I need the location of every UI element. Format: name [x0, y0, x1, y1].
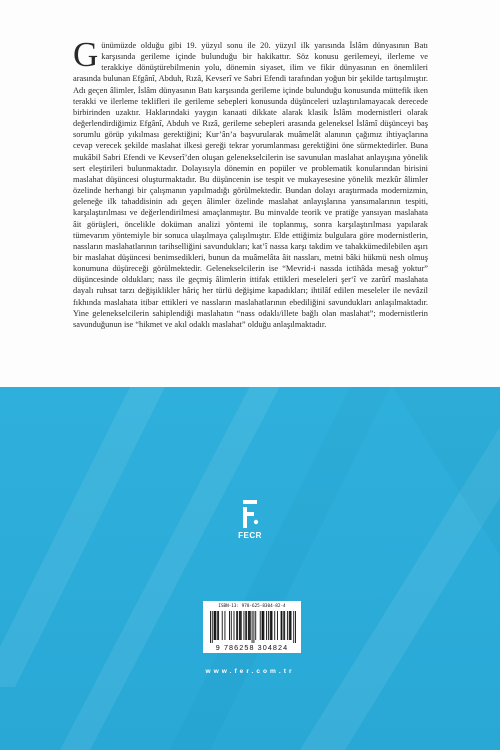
barcode-bar [282, 611, 283, 640]
barcode-bar [253, 611, 254, 643]
barcode-bar [263, 611, 264, 640]
barcode-bar [215, 611, 216, 640]
barcode-bar [237, 611, 238, 640]
barcode-bar [250, 611, 251, 640]
barcode-bar [287, 611, 288, 640]
barcode-bars [210, 611, 296, 643]
barcode-bar [255, 611, 256, 640]
barcode-bar [215, 611, 216, 640]
barcode-bar [262, 611, 263, 640]
barcode-bar [210, 611, 211, 643]
barcode-bar [283, 611, 284, 640]
barcode-bar [249, 611, 250, 640]
barcode-bar [284, 611, 285, 640]
barcode-bar [231, 611, 232, 640]
pattern-stripe [0, 387, 175, 687]
barcode-bar [268, 611, 269, 640]
barcode-bar [274, 611, 275, 640]
barcode-bar [222, 611, 223, 640]
barcode-bar [266, 611, 267, 640]
barcode-bar [224, 611, 225, 640]
barcode-bar [272, 611, 273, 640]
barcode-bar [239, 611, 240, 640]
pattern-stripe [60, 387, 290, 750]
barcode-bar [229, 611, 230, 640]
barcode-bar [252, 611, 253, 643]
barcode-bar [245, 611, 246, 640]
barcode-bar [263, 611, 264, 640]
barcode-bar [277, 611, 278, 640]
barcode-bar [290, 611, 291, 640]
barcode-bar [240, 611, 241, 640]
drop-cap: G [73, 35, 99, 74]
barcode-bar [212, 611, 213, 643]
barcode-bar [214, 611, 215, 640]
publisher-logo [232, 498, 268, 544]
barcode-bar [281, 611, 282, 640]
barcode-bar [293, 611, 294, 643]
isbn-barcode [203, 601, 301, 653]
barcode-bar [271, 611, 272, 640]
barcode-bar [295, 611, 296, 643]
background-pattern [0, 387, 500, 750]
blurb-text: ünümüzde olduğu gibi 19. yüzyıl sonu ile 20. yüzyıl ilk yarısında İslâm dünyasının Batı karşısında gerileme içinde bulunduğu bir hakikattır. Söz konusu gerilemeyi, ilerleme ve terakkiye dönüştürebilmenin yolu, dönemin siyaset, ilim ve fikir dünyasının en önemlileri arasında bulunan Efgânî, Abduh, Rızâ, Kevserî ve Sabri Efendi tarafından yoğun bir şekilde tartışılmıştır. Adı geçen âlimler, İslâm dünyasının Batı karşısında gerileme içinde bulunduğu konusunda müttefik iken terakki ve ilerleme teklifleri ile gerileme sebepleri konusunda düşünceleri uzlaştırılamayacak derecede birbirinden uzaktır. Haklarındaki yaygın kanaati dikkate alarak klasik İslâm modernistleri olarak değerlendirdiğimiz Efgânî, Abduh ve Rızâ, gerileme sebepleri arasında geleneksel İslâmî düşünceyi baş sorumlu görüp yıkılması gerektiğini; Kur’ân’a başvurularak muâmelât alanının çağımız ihtiyaçlarına cevap verecek şekilde maslahat ilkesi gereği tekrar yorumlanması gerektiğini öne sürmektedirler. Buna mukâbil Sabri Efendi ve Kevserî’den oluşan gelenekselcilerin ise savunulan maslahat anlayışına yönelik sert eleştirileri bulunmaktadır. Dolayısıyla dönemin en popüler ve problematik konularından birisini maslahat düşüncesi oluşturmaktadır. Bu düşüncenin ise tespit ve mukayesesine yönelik mezkûr âlimler özelinde herhangi bir çalışmanın yapılmadığı görülmektedir. Bundan dolayı araştırmada modernizmin, geleneğe ilk tahaddisinin adı geçen âlimler özelinde maslahat anlayışlarına yansımalarının tespiti, karşılaştırılması ve değerlendirilmesi amaçlanmıştır. Bu minvalde teorik ve pratiğe yansıyan maslahata âit görüşleri, öncelikle doküman analizi yöntemi ile toplanmış, sonra karşılaştırılması yapılarak tümevarım yöntemiyle bir sonuca ulaşılmaya çalışılmıştır. Elde ettiğimiz bulgulara göre modernistlerin, nassların maslahatlarının tarihselliğini savundukları; kat’î nassa karşı takdim ve tahakkümedilebilen aşırı bir maslahat düşüncesi benimsedikleri, bunun da muâmelâta âit nassları, metni bâki hükmü nesh olmuş konumuna düşüreceği görülmektedir. Gelenekselcilerin ise “Mevrid-i nassda ictihâda mesağ yoktur” düşüncesinde oldukları; nass ile geçmiş âlimlerin ittifak ettikleri meseleleri şer‘î ve zarûrî maslahata dayalı ruhsat tarzı değişiklikler hâriç her türlü değişime kapadıkları; ihtilâf edilen meseleler ile nevâzil fıkhında maslahata itibar ettikleri ve nassların maslahatlarının ebediliğini savundukları anlaşılmaktadır. Yine gelenekselcilerin sahiplendiği maslahatın “nass odaklı/illete bağlı olan maslahat”; modernistlerin savunduğunun ise “hikmet ve akıl odaklı maslahat” olduğu anlaşılmaktadır. [73, 41, 428, 329]
barcode-bar [218, 611, 219, 640]
barcode-bar [260, 611, 261, 640]
fecr-logo-icon [239, 498, 261, 530]
barcode-bar [289, 611, 290, 640]
barcode-bar [217, 611, 218, 640]
color-panel [0, 387, 500, 750]
barcode-bar [291, 611, 292, 640]
barcode-bar [243, 611, 244, 640]
barcode-bar [241, 611, 242, 640]
barcode-bar [270, 611, 271, 640]
publisher-name: FECR [238, 531, 262, 540]
barcode-bar [234, 611, 235, 640]
barcode-digits: 9 786258 304824 [215, 643, 289, 652]
barcode-bar [236, 611, 237, 640]
isbn-label: ISBN-13: 978-625-8304-82-4 [218, 604, 286, 609]
barcode-bar [248, 611, 249, 640]
barcode-bar [246, 611, 247, 640]
blurb-paragraph [73, 35, 428, 330]
website-url: www.fer.com.tr [205, 668, 295, 675]
